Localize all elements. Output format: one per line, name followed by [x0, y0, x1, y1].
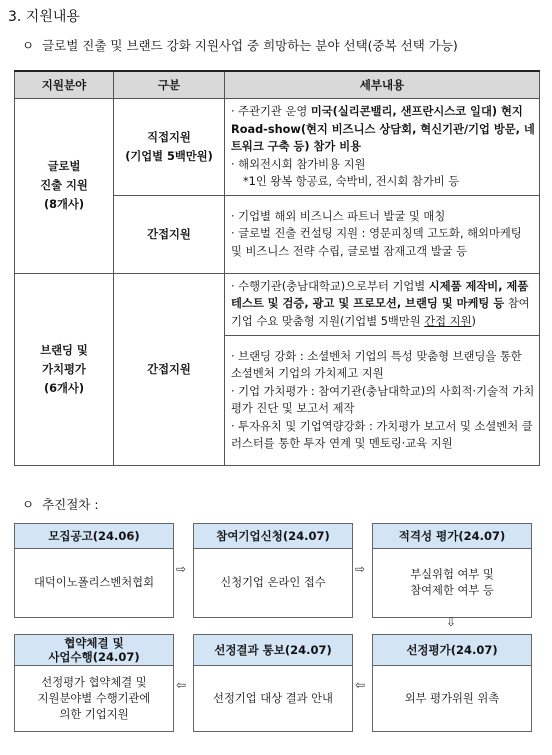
section-title: 3. 지원내용: [8, 9, 80, 25]
table-row: [15, 273, 540, 335]
field-line: 가치평가: [42, 362, 86, 376]
detail-line: · 브랜딩 강화 : 소셜벤처 기업의 특성 맞춤형 브랜딩을 통한 소셜벤처 기업의 가치제고 지원: [231, 349, 522, 380]
field-line: (6개사): [43, 381, 84, 395]
detail-line: · 기업 가치평가 : 참여기관(충남대학교)의 사회적·기술적 가치평가 진단 및 보고서 제작: [231, 384, 535, 415]
arrow-right-icon: ⇨: [176, 562, 187, 576]
category-indirect: 간접지원: [114, 195, 225, 273]
header-details: 세부내용: [225, 71, 540, 99]
step-body: 선정기업 대상 결과 안내: [213, 691, 333, 705]
detail-line: · 기업별 해외 비즈니스 파트너 발굴 및 매칭: [231, 209, 446, 223]
process-step-selection: [372, 634, 532, 732]
support-table: [14, 70, 540, 466]
detail-line: [231, 103, 535, 156]
detail-text: · 수행기관(충남대학교)으로부터 기업별: [231, 279, 429, 293]
details-branding-box2: [225, 335, 540, 465]
step-title: 선정평가(24.07): [373, 635, 531, 666]
arrow-left-icon: ⇦: [176, 678, 187, 692]
process-step-agreement: [14, 634, 174, 732]
header-field: 지원분야: [15, 71, 114, 99]
step-title: 선정결과 통보(24.07): [194, 635, 352, 666]
category-line: 직접지원: [147, 130, 191, 144]
subtitle-process: [22, 495, 99, 513]
arrow-left-icon: ⇦: [355, 678, 366, 692]
header-category: 구분: [114, 71, 225, 99]
detail-note: *1인 왕복 항공료, 숙박비, 전시회 참가비 등: [243, 175, 460, 188]
detail-text: 참여기업 수요 맞춤형 지원(기업별 5백만원: [231, 297, 530, 328]
step-title: 모집공고(24.06): [15, 524, 173, 549]
field-line: 글로벌: [47, 160, 81, 174]
process-step-eligibility: [372, 523, 532, 618]
details-branding-box1: [225, 273, 540, 335]
details-indirect: [225, 195, 540, 273]
bullet-mark: ㅇ: [22, 38, 35, 53]
arrow-right-icon: ⇨: [355, 562, 366, 576]
table-header-row: [15, 71, 540, 99]
category-indirect-branding: 간접지원: [114, 273, 225, 465]
detail-line: [231, 278, 535, 331]
step-body: 대덕이노폴리스벤처협회: [33, 576, 155, 589]
bullet-mark: ㅇ: [22, 497, 35, 512]
detail-bold: 미국(실리콘밸리, 샌프란시스코 일대) 현지 Road-show(현지 비즈니스 상담회, 혁신기관/기업 방문, 네트워크 구축 등) 참가 비용: [231, 105, 535, 153]
category-direct: [114, 99, 225, 196]
detail-text: ): [471, 314, 476, 328]
step-title: 참여기업신청(24.07): [194, 524, 352, 549]
detail-line: · 투자유치 및 기업역량강화 : 가치평가 보고서 및 소셜벤처 클러스터를 통한 투자 연계 및 멘토링·교육 지원: [231, 419, 533, 450]
detail-line: · 글로벌 진출 컨설팅 지원 : 영문피칭덱 고도화, 해외마케팅 및 비즈니스 전략 수립, 글로벌 잠재고객 발굴 등: [231, 227, 522, 258]
detail-line: · 해외전시회 참가비용 지원: [231, 157, 366, 171]
field-line: 진출 지원: [40, 179, 88, 193]
detail-underline: 간접 지원: [424, 314, 472, 328]
step-body: 부실위험 여부 및 참여제한 여부 등: [410, 568, 494, 597]
details-direct: [225, 99, 540, 196]
process-step-apply: [193, 523, 353, 618]
field-branding: [15, 273, 114, 465]
step-body: 선정평가 협약체결 및 지원분야별 수행기관에 의한 기업지원: [37, 675, 151, 721]
field-line: 브랜딩 및: [40, 343, 88, 357]
detail-text: · 주관기관 운영: [231, 105, 311, 118]
step-body: 신청기업 온라인 접수: [220, 576, 326, 589]
field-global: [15, 99, 114, 274]
subtitle-text: 추진절차 :: [42, 497, 99, 512]
step-title: 적격성 평가(24.07): [373, 524, 531, 549]
table-row: [15, 99, 540, 196]
category-line: (기업별 5백만원): [125, 149, 213, 163]
arrow-down-icon: ⇩: [446, 615, 457, 629]
subtitle-support-content: [22, 36, 458, 54]
step-title: 협약체결 및 사업수행(24.07): [15, 635, 173, 666]
subtitle-text: 글로벌 진출 및 브랜드 강화 지원사업 중 희망하는 분야 선택(중복 선택 가능): [42, 38, 458, 53]
field-line: (8개사): [43, 198, 84, 212]
process-step-notify: [193, 634, 353, 732]
step-body: 외부 평가위원 위촉: [404, 691, 500, 705]
detail-bold: 시제품 제작비, 제품 테스트 및 검증, 광고 및 프로모션, 브랜딩 및 마케팅 등: [231, 279, 529, 311]
process-step-recruit: [14, 523, 174, 618]
